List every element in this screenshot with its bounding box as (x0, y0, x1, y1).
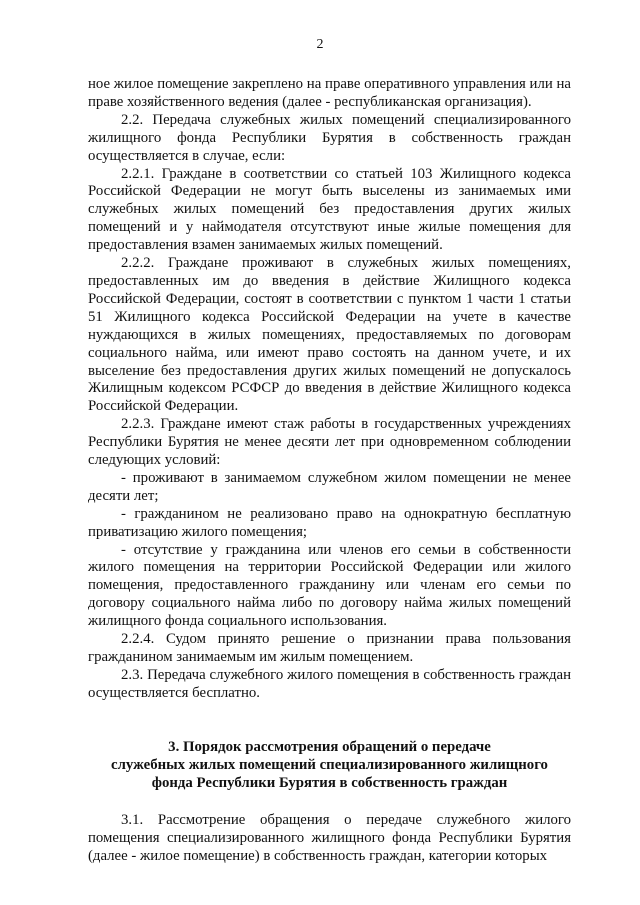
section-heading-line-3: фонда Республики Бурятия в собственность граждан (151, 774, 508, 791)
list-item-condition-2: - гражданином не реализовано право на однократную бесплатную приватизацию жилого помещения; (88, 505, 571, 540)
paragraph-2-2-1: 2.2.1. Граждане в соответствии со статьей 103 Жилищного кодекса Российской Федерации не могут быть выселены из занимаемых ими служебных жилых помещений без предоставления других жилых помещений и у наймодателя отсутствуют иные жилые помещения для предоставления взамен занимаемых жилых помещений. (88, 165, 571, 254)
paragraph-2-2: 2.2. Передача служебных жилых помещений специализированного жилищного фонда Республики Бурятия в собственность граждан осуществляется в случае, если: (88, 111, 571, 164)
document-body (88, 76, 571, 865)
paragraph-2-3: 2.3. Передача служебного жилого помещения в собственность граждан осуществляется бесплатно. (88, 666, 571, 701)
section-heading-line-2: служебных жилых помещений специализированного жилищного (111, 756, 548, 773)
page-number: 2 (316, 37, 324, 52)
paragraph-2-2-4: 2.2.4. Судом принято решение о признании права пользования гражданином занимаемым им жилым помещением. (88, 631, 571, 665)
paragraph-2-2-3: 2.2.3. Граждане имеют стаж работы в государственных учреждениях Республики Бурятия не менее десяти лет при одновременном соблюдении следующих условий: (88, 416, 571, 469)
paragraph-2-2-2: 2.2.2. Граждане проживают в служебных жилых помещениях, предоставленных им до введения в действие Жилищного кодекса Российской Федерации, состоят в соответствии с пунктом 1 части 1 статьи 51 Жилищного кодекса Российской Федерации на учете в качестве нуждающихся в жилых помещениях, предоставляемых по договорам социального найма, или имеют право состоять на данном учете, и их выселение без предоставления других жилых помещений не допускалось Жилищным кодексом РСФСР до введения в действие Жилищного кодекса Российской Федерации. (88, 255, 571, 415)
list-item-condition-3: - отсутствие у гражданина или членов его семьи в собственности жилого помещения на территории Российской Федерации или жилого помещения, предоставленного гражданину или членам его семьи по договору социального найма либо по договору найма жилых помещений жилищного фонда социального использования. (88, 541, 571, 630)
paragraph-continuation: ное жилое помещение закреплено на праве оперативного управления или на праве хозяйственного ведения (далее - республиканская организация). (88, 76, 571, 110)
section-heading-line-1: 3. Порядок рассмотрения обращений о передаче (168, 738, 491, 755)
paragraph-3-1: 3.1. Рассмотрение обращения о передаче служебного жилого помещения специализированного жилищного фонда Республики Бурятия (далее - жилое помещение) в собственность граждан, категории которых (88, 811, 571, 864)
section-heading (88, 738, 571, 792)
list-item-condition-1: - проживают в занимаемом служебном жилом помещении не менее десяти лет; (88, 469, 571, 504)
